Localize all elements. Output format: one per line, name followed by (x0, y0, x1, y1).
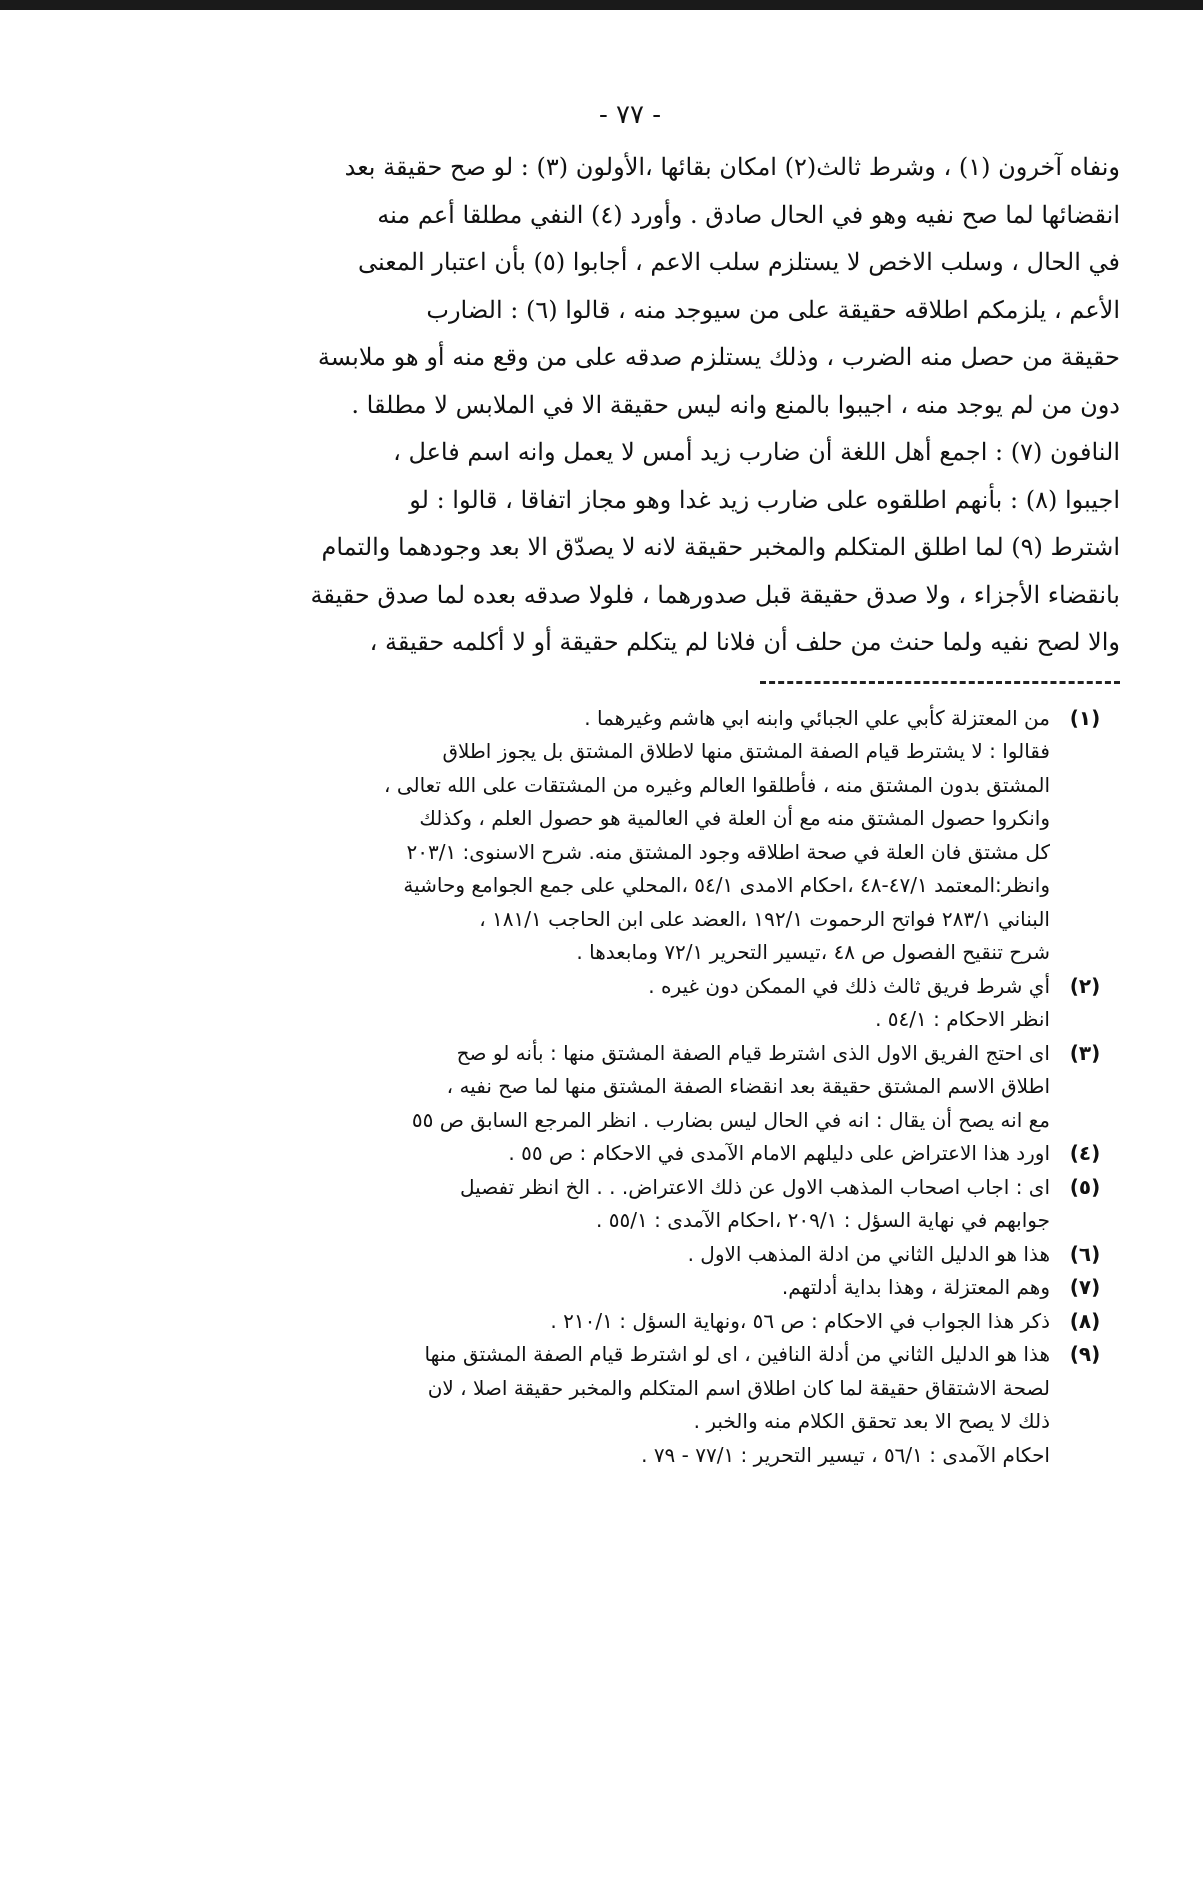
footnote-line: اى احتج الفريق الاول الذى اشترط قيام الصفة المشتق منها : بأنه لو صح (456, 1040, 1050, 1065)
footnote-number: (٨) (1069, 1308, 1101, 1333)
footnote-body (140, 1305, 1050, 1339)
body-line: دون من لم يوجد منه ، اجيبوا بالمنع وانه ليس حقيقة الا في الملابس لا مطلقا . (351, 390, 1120, 419)
body-line: النافون (٧) : اجمع أهل اللغة أن ضارب زيد أمس لا يعمل وانه اسم فاعل ، (393, 438, 1120, 466)
footnote-number: (٤) (1069, 1141, 1101, 1165)
footnote-line: احكام الآمدى : ٥٦/١ ، تيسير التحرير : ٧٧/١ - ٧٩ . (641, 1442, 1050, 1467)
footnote-line: انظر الاحكام : ٥٤/١ . (875, 1007, 1050, 1031)
footnote-number: (١) (1069, 705, 1101, 730)
body-line: اشترط (٩) لما اطلق المتكلم والمخبر حقيقة لانه لا يصدّق الا بعد وجودهما والتمام (321, 533, 1120, 561)
footnote-line: أي شرط فريق ثالث ذلك في الممكن دون غيره . (648, 973, 1050, 998)
footnote-item (140, 702, 1120, 970)
document-page (140, 100, 1120, 1472)
footnote-item (140, 1238, 1120, 1272)
body-line: حقيقة من حصل منه الضرب ، وذلك يستلزم صدقه على من وقع منه أو هو ملابسة (317, 343, 1120, 371)
footnote-line: كل مشتق فان العلة في صحة اطلاقه وجود المشتق منه. شرح الاسنوى: ٢٠٣/١ (406, 839, 1050, 864)
footnote-line: اطلاق الاسم المشتق حقيقة بعد انقضاء الصفة المشتق منها لما صح نفيه ، (446, 1074, 1050, 1098)
footnote-line: اورد هذا الاعتراض على دليلهم الامام الآمدى في الاحكام : ص ٥٥ . (508, 1141, 1050, 1165)
footnote-line: وهم المعتزلة ، وهذا بداية أدلتهم. (781, 1275, 1050, 1299)
footnote-body (140, 1171, 1050, 1238)
footnote-line: مع انه يصح أن يقال : انه في الحال ليس بضارب . انظر المرجع السابق ص ٥٥ (411, 1107, 1050, 1132)
scan-top-edge (0, 0, 1203, 10)
footnote-item (140, 970, 1120, 1037)
footnote-line: من المعتزلة كأبي علي الجبائي وابنه ابي هاشم وغيرهما . (584, 705, 1050, 730)
main-body-text (140, 144, 1120, 667)
footnote-body (140, 1271, 1050, 1305)
footnote-body (140, 702, 1050, 970)
footnote-line: وانظر:المعتمد ٤٧/١-٤٨ ،احكام الامدى ٥٤/١ ،المحلي على جمع الجوامع وحاشية (403, 873, 1050, 897)
page-number: - ٧٧ - (598, 100, 662, 130)
footnotes-list (140, 702, 1120, 1473)
footnote-item (140, 1171, 1120, 1238)
footnote-line: جوابهم في نهاية السؤل : ٢٠٩/١ ،احكام الآمدى : ٥٥/١ . (596, 1208, 1050, 1232)
footnote-body (140, 1238, 1050, 1272)
footnote-separator-wrap (140, 667, 1120, 702)
footnote-number: (٣) (1069, 1040, 1101, 1065)
footnote-item (140, 1137, 1120, 1171)
footnote-item (140, 1271, 1120, 1305)
footnote-number: (٦) (1069, 1241, 1101, 1266)
footnote-item (140, 1305, 1120, 1339)
body-line: بانقضاء الأجزاء ، ولا صدق حقيقة قبل صدورهما ، فلولا صدقه بعده لما صدق حقيقة (310, 580, 1120, 609)
footnote-line: هذا هو الدليل الثاني من ادلة المذهب الاول . (687, 1241, 1050, 1266)
footnote-line: المشتق بدون المشتق منه ، فأطلقوا العالم وغيره من المشتقات على الله تعالى ، (384, 772, 1050, 797)
footnote-line: ذلك لا يصح الا بعد تحقق الكلام منه والخبر . (693, 1409, 1050, 1433)
footnote-number: (٢) (1069, 973, 1101, 998)
footnote-body (140, 1137, 1050, 1171)
footnote-number: (٩) (1069, 1342, 1101, 1366)
footnote-line: وانكروا حصول المشتق منه مع أن العلة في العالمية هو حصول العلم ، وكذلك (419, 806, 1050, 830)
footnote-body (140, 1037, 1050, 1138)
footnote-body (140, 1338, 1050, 1472)
footnote-line: البناني ٢٨٣/١ فواتح الرحموت ١٩٢/١ ،العضد على ابن الحاجب ١٨١/١ ، (479, 906, 1050, 931)
footnote-line: لصحة الاشتقاق حقيقة لما كان اطلاق اسم المتكلم والمخبر حقيقة اصلا ، لان (427, 1375, 1050, 1400)
body-line: اجيبوا (٨) : بأنهم اطلقوه على ضارب زيد غدا وهو مجاز اتفاقا ، قالوا : لو (409, 485, 1120, 514)
footnote-line: اى : اجاب اصحاب المذهب الاول عن ذلك الاعتراض. . . الخ انظر تفصيل (460, 1174, 1050, 1199)
body-line: الأعم ، يلزمكم اطلاقه حقيقة على من سيوجد منه ، قالوا (٦) : الضارب (426, 295, 1120, 324)
footnote-line: هذا هو الدليل الثاني من أدلة النافين ، اى لو اشترط قيام الصفة المشتق منها (424, 1342, 1050, 1366)
footnote-line: شرح تنقيح الفصول ص ٤٨ ،تيسير التحرير ٧٢/١ ومابعدها . (576, 940, 1050, 964)
footnote-body (140, 970, 1050, 1037)
body-line: ونفاه آخرون (١) ، وشرط ثالث(٢) امكان بقائها ،الأولون (٣) : لو صح حقيقة بعد (344, 153, 1120, 181)
footnote-item (140, 1037, 1120, 1138)
footnote-line: فقالوا : لا يشترط قيام الصفة المشتق منها لاطلاق المشتق بل يجوز اطلاق (442, 739, 1050, 763)
body-line: انقضائها لما صح نفيه وهو في الحال صادق . وأورد (٤) النفي مطلقا أعم منه (377, 200, 1120, 229)
footnote-number: (٥) (1069, 1174, 1101, 1199)
body-line: في الحال ، وسلب الاخص لا يستلزم سلب الاعم ، أجابوا (٥) بأن اعتبار المعنى (358, 248, 1120, 276)
footnote-separator (760, 681, 1120, 684)
body-line: والا لصح نفيه ولما حنث من حلف أن فلانا لم يتكلم حقيقة أو لا أكلمه حقيقة ، (369, 628, 1120, 656)
footnote-line: ذكر هذا الجواب في الاحكام : ص ٥٦ ،ونهاية السؤل : ٢١٠/١ . (550, 1308, 1050, 1333)
footnote-item (140, 1338, 1120, 1472)
footnote-number: (٧) (1069, 1275, 1101, 1299)
